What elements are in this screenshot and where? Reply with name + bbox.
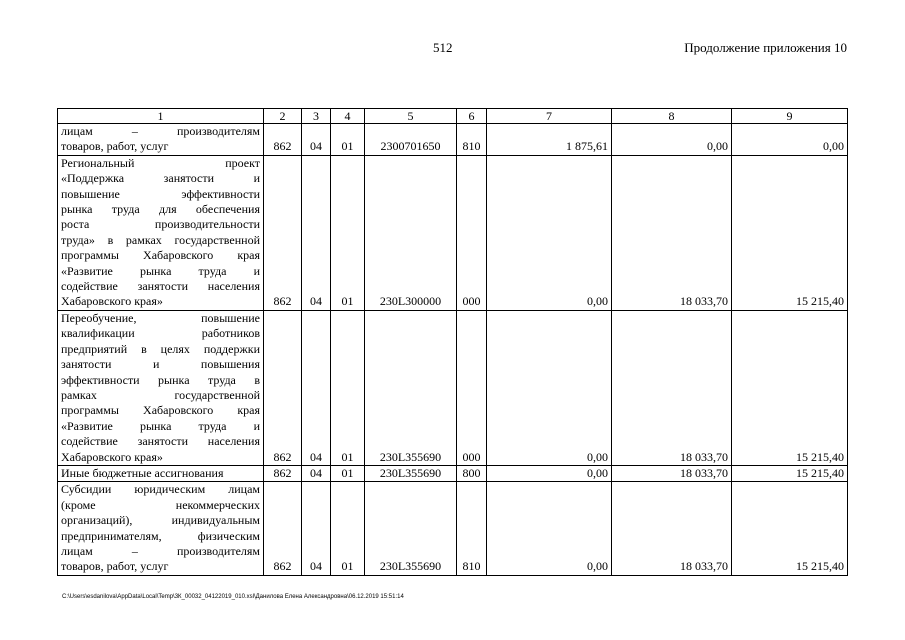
- cell-col-4: 01: [331, 310, 365, 465]
- description-line: (кроме некоммерческих: [61, 497, 260, 512]
- cell-col-8: 18 033,70: [612, 310, 732, 465]
- column-header-6: 6: [457, 109, 487, 124]
- description-line: предпринимателям, физическим: [61, 528, 260, 543]
- cell-col-3: 04: [302, 482, 331, 575]
- description-line: содействие занятости населения: [61, 434, 260, 449]
- cell-col-2: 862: [264, 482, 302, 575]
- column-header-9: 9: [732, 109, 848, 124]
- column-header-5: 5: [365, 109, 457, 124]
- description-line: товаров, работ, услуг: [61, 139, 169, 154]
- cell-col-7: 0,00: [487, 155, 612, 310]
- description-line: программы Хабаровского края: [61, 248, 260, 263]
- description-line: Переобучение, повышение: [61, 310, 260, 325]
- table-row: [58, 482, 848, 575]
- cell-col-3: 04: [302, 155, 331, 310]
- description-line: «Поддержка занятости и: [61, 171, 260, 186]
- cell-col-2: 862: [264, 155, 302, 310]
- description-line: лицам – производителям: [61, 124, 260, 138]
- column-header-3: 3: [302, 109, 331, 124]
- cell-col-8: 18 033,70: [612, 465, 732, 481]
- description-line: рынка труда для обеспечения: [61, 202, 260, 217]
- row-description: [58, 310, 264, 465]
- cell-col-7: 0,00: [487, 482, 612, 575]
- cell-col-6: 000: [457, 155, 487, 310]
- row-description: [58, 482, 264, 575]
- column-header-4: 4: [331, 109, 365, 124]
- cell-col-9: 0,00: [732, 124, 848, 156]
- cell-col-6: 810: [457, 482, 487, 575]
- description-line: занятости и повышения: [61, 357, 260, 372]
- cell-col-5: 230L300000: [365, 155, 457, 310]
- description-line: лицам – производителям: [61, 543, 260, 558]
- description-line: программы Хабаровского края: [61, 403, 260, 418]
- cell-col-4: 01: [331, 465, 365, 481]
- description-line: организаций), индивидуальным: [61, 513, 260, 528]
- cell-col-5: 230L355690: [365, 465, 457, 481]
- row-description: [58, 124, 264, 156]
- cell-col-9: 15 215,40: [732, 465, 848, 481]
- cell-col-9: 15 215,40: [732, 155, 848, 310]
- description-line: Хабаровского края»: [61, 449, 163, 464]
- description-line: Региональный проект: [61, 155, 260, 170]
- cell-col-7: 0,00: [487, 310, 612, 465]
- cell-col-8: 18 033,70: [612, 155, 732, 310]
- cell-col-2: 862: [264, 310, 302, 465]
- cell-col-2: 862: [264, 465, 302, 481]
- cell-col-8: 0,00: [612, 124, 732, 156]
- table-row: [58, 155, 848, 310]
- footer-file-path: C:\Users\esdanilova\AppData\Local\Temp\3К_00032_04122019_010.xsl\Данилова Елена Александровна\06.12.2019 15:51:14: [62, 594, 404, 600]
- table-row: [58, 124, 848, 156]
- description-line: Иные бюджетные ассигнования: [61, 465, 224, 480]
- column-header-8: 8: [612, 109, 732, 124]
- description-line: труда» в рамках государственной: [61, 232, 260, 247]
- page-number: 512: [433, 40, 453, 55]
- column-header-7: 7: [487, 109, 612, 124]
- cell-col-6: 800: [457, 465, 487, 481]
- budget-table: [57, 108, 848, 576]
- cell-col-6: 810: [457, 124, 487, 156]
- cell-col-9: 15 215,40: [732, 310, 848, 465]
- cell-col-2: 862: [264, 124, 302, 156]
- description-line: товаров, работ, услуг: [61, 559, 169, 574]
- description-line: «Развитие рынка труда и: [61, 263, 260, 278]
- description-line: повышение эффективности: [61, 186, 260, 201]
- column-header-1: 1: [58, 109, 264, 124]
- cell-col-9: 15 215,40: [732, 482, 848, 575]
- cell-col-5: 230L355690: [365, 482, 457, 575]
- description-line: Субсидии юридическим лицам: [61, 482, 260, 497]
- description-line: рамках государственной: [61, 387, 260, 402]
- cell-col-7: 0,00: [487, 465, 612, 481]
- cell-col-7: 1 875,61: [487, 124, 612, 156]
- cell-col-6: 000: [457, 310, 487, 465]
- description-line: эффективности рынка труда в: [61, 372, 260, 387]
- row-description: [58, 465, 264, 481]
- description-line: «Развитие рынка труда и: [61, 418, 260, 433]
- cell-col-4: 01: [331, 155, 365, 310]
- cell-col-5: 230L355690: [365, 310, 457, 465]
- cell-col-3: 04: [302, 310, 331, 465]
- row-description: [58, 155, 264, 310]
- description-line: предприятий в целях поддержки: [61, 341, 260, 356]
- cell-col-3: 04: [302, 124, 331, 156]
- cell-col-4: 01: [331, 482, 365, 575]
- cell-col-5: 2300701650: [365, 124, 457, 156]
- description-line: содействие занятости населения: [61, 279, 260, 294]
- table-row: [58, 465, 848, 481]
- description-line: квалификации работников: [61, 326, 260, 341]
- cell-col-3: 04: [302, 465, 331, 481]
- cell-col-4: 01: [331, 124, 365, 156]
- description-line: Хабаровского края»: [61, 294, 163, 309]
- column-header-2: 2: [264, 109, 302, 124]
- description-line: роста производительности: [61, 217, 260, 232]
- cell-col-8: 18 033,70: [612, 482, 732, 575]
- table-header-row: [58, 109, 848, 124]
- appendix-continuation-title: Продолжение приложения 10: [684, 40, 847, 55]
- table-row: [58, 310, 848, 465]
